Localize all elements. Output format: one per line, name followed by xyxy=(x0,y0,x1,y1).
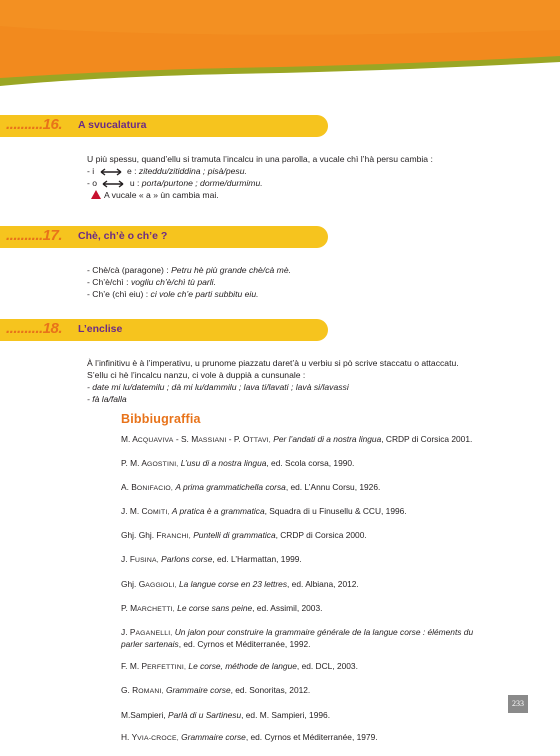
section-18-number: ..........18. xyxy=(6,320,63,337)
double-arrow-icon xyxy=(100,168,122,176)
entry-publisher: , ed. M. Sampieri, 1996. xyxy=(241,709,331,720)
entry-authors: M.Sampieri, xyxy=(121,709,166,720)
bibliography-entry xyxy=(121,627,481,650)
bibliography-entry xyxy=(121,732,481,745)
bibliography-entry xyxy=(121,506,481,519)
bibliography-entry xyxy=(121,554,481,567)
bibliography-title: Bibbiugraffia xyxy=(121,412,201,426)
entry-title: A prima grammatichella corsa xyxy=(175,482,286,493)
entry-publisher: , CRDP di Corsica 2000. xyxy=(275,530,367,541)
section-16-intro: U più spessu, quand’ellu si tramuta l’incalcu in una parolla, a vucale chì l’hà persu cambia : xyxy=(87,154,433,164)
entry-title: Per l’andati di a nostra lingua xyxy=(273,434,382,444)
bibliography-entry xyxy=(121,579,481,592)
entry-publisher: , ed. Assimil, 2003. xyxy=(252,602,323,613)
double-arrow-icon xyxy=(102,180,124,188)
entry-publisher: , ed. L’Annu Corsu, 1926. xyxy=(285,482,381,493)
section-17-line: - Ch’e (chì eiu) : ci vole ch’e parti subbitu eiu. xyxy=(87,289,259,299)
entry-publisher: , ed. Scola corsa, 1990. xyxy=(266,458,355,469)
entry-authors: P. MARCHETTI, xyxy=(121,602,175,613)
section-16-line-1: - i e : ziteddu/zitiddina ; pisà/pesu. xyxy=(87,166,247,176)
entry-authors: P. M. AGOSTINI, xyxy=(121,458,179,469)
entry-title: A pratica è a grammatica xyxy=(171,506,265,517)
bibliography-entry xyxy=(121,661,481,674)
bibliography-entry xyxy=(121,458,481,471)
bibliography-entry xyxy=(121,530,481,543)
section-18-body xyxy=(87,357,487,405)
section-18-line-1: À l’infinitivu è à l’imperativu, u prunome piazzatu daret’à u verbiu si pò scrive staccatu o attaccatu. xyxy=(87,358,459,368)
section-18-bar xyxy=(0,319,328,341)
section-16-title: A svucalatura xyxy=(78,119,147,131)
section-17-title: Chè, ch’è o ch’e ? xyxy=(78,230,168,242)
section-16-warning: A vucale « a » ùn cambia mai. xyxy=(91,189,487,201)
entry-title: Grammaire corse xyxy=(165,685,231,696)
header-banner xyxy=(0,0,560,90)
bibliography-entry xyxy=(121,434,481,447)
section-16-line-2: - o u : porta/purtone ; dorme/durmimu. xyxy=(87,178,263,188)
entry-title: L’usu di a nostra lingua xyxy=(180,458,267,469)
entry-title: Le corse, méthode de langue xyxy=(188,661,297,672)
entry-publisher: , ed. Cyrnos et Méditerranée, 1979. xyxy=(245,731,378,742)
entry-title: Le corse sans peine xyxy=(177,602,253,613)
section-18-example-1: - date mi lu/datemilu ; dà mi lu/dammilu ; lava ti/lavati ; lavà si/lavassi xyxy=(87,382,349,392)
entry-authors: H. YVIA-CROCE, xyxy=(121,731,179,742)
entry-title: Puntelli di grammatica xyxy=(193,530,276,541)
entry-authors: J. M. COMITI, xyxy=(121,506,170,517)
entry-publisher: , ed. L’Harmattan, 1999. xyxy=(212,554,302,565)
section-17-number: ..........17. xyxy=(6,227,63,244)
entry-authors: J. PAGANELLI, xyxy=(121,626,173,637)
section-16-bar xyxy=(0,115,328,137)
section-17-line: - Chè/cà (paragone) : Petru hè più grande chè/cà mè. xyxy=(87,265,291,275)
entry-publisher: , ed. Sonoritas, 2012. xyxy=(230,685,311,696)
section-16-body xyxy=(87,153,487,201)
entry-title: Un jalon pour construire la grammaire générale de la langue corse : éléments du parler sartenais xyxy=(121,626,474,650)
entry-authors: Ghj. GAGGIOLI, xyxy=(121,578,177,589)
entry-publisher: , ed. Cyrnos et Méditerranée, 1992. xyxy=(178,639,311,650)
entry-authors: F. M. PERFETTINI, xyxy=(121,661,187,672)
section-16-number: ..........16. xyxy=(6,116,63,133)
bibliography-entry xyxy=(121,482,481,495)
entry-title: Grammaire corse xyxy=(181,731,246,742)
entry-publisher: , CRDP di Corsica 2001. xyxy=(381,434,473,444)
section-18-line-2: S’ellu ci hè l’incalcu nanzu, ci vole à duppià a cunsunale : xyxy=(87,370,306,380)
entry-title: Parlà di u Sartinesu xyxy=(168,709,242,720)
section-18-title: L’enclise xyxy=(78,323,123,335)
section-17-line: - Ch’è/chì : vogliu ch’è/chì tù parli. xyxy=(87,277,216,287)
entry-publisher: , ed. DCL, 2003. xyxy=(296,661,358,672)
bibliography-entry xyxy=(121,710,481,721)
bibliography-list xyxy=(121,434,481,756)
entry-authors: Ghj. Ghj. FRANCHI, xyxy=(121,530,191,541)
section-17-body xyxy=(87,264,487,300)
section-18-example-2: - fà la/falla xyxy=(87,394,127,404)
warning-triangle-icon xyxy=(91,190,101,199)
entry-authors: A. BONIFACIO, xyxy=(121,482,174,493)
entry-title: La langue corse en 23 lettres xyxy=(179,578,288,589)
bibliography-entry xyxy=(121,685,481,698)
section-17-bar xyxy=(0,226,328,248)
page-number: 233 xyxy=(508,695,528,713)
bibliography-entry xyxy=(121,603,481,616)
entry-authors: M. ACQUAVIVA - S. MASSIANI - P. OTTAVI, xyxy=(121,434,271,444)
entry-authors: J. FUSINA, xyxy=(121,554,159,565)
entry-authors: G. ROMANI, xyxy=(121,685,164,696)
entry-title: Parlons corse xyxy=(161,554,213,565)
entry-publisher: , Squadra di u Finusellu & CCU, 1996. xyxy=(264,506,407,517)
entry-publisher: , ed. Albiana, 2012. xyxy=(287,578,359,589)
